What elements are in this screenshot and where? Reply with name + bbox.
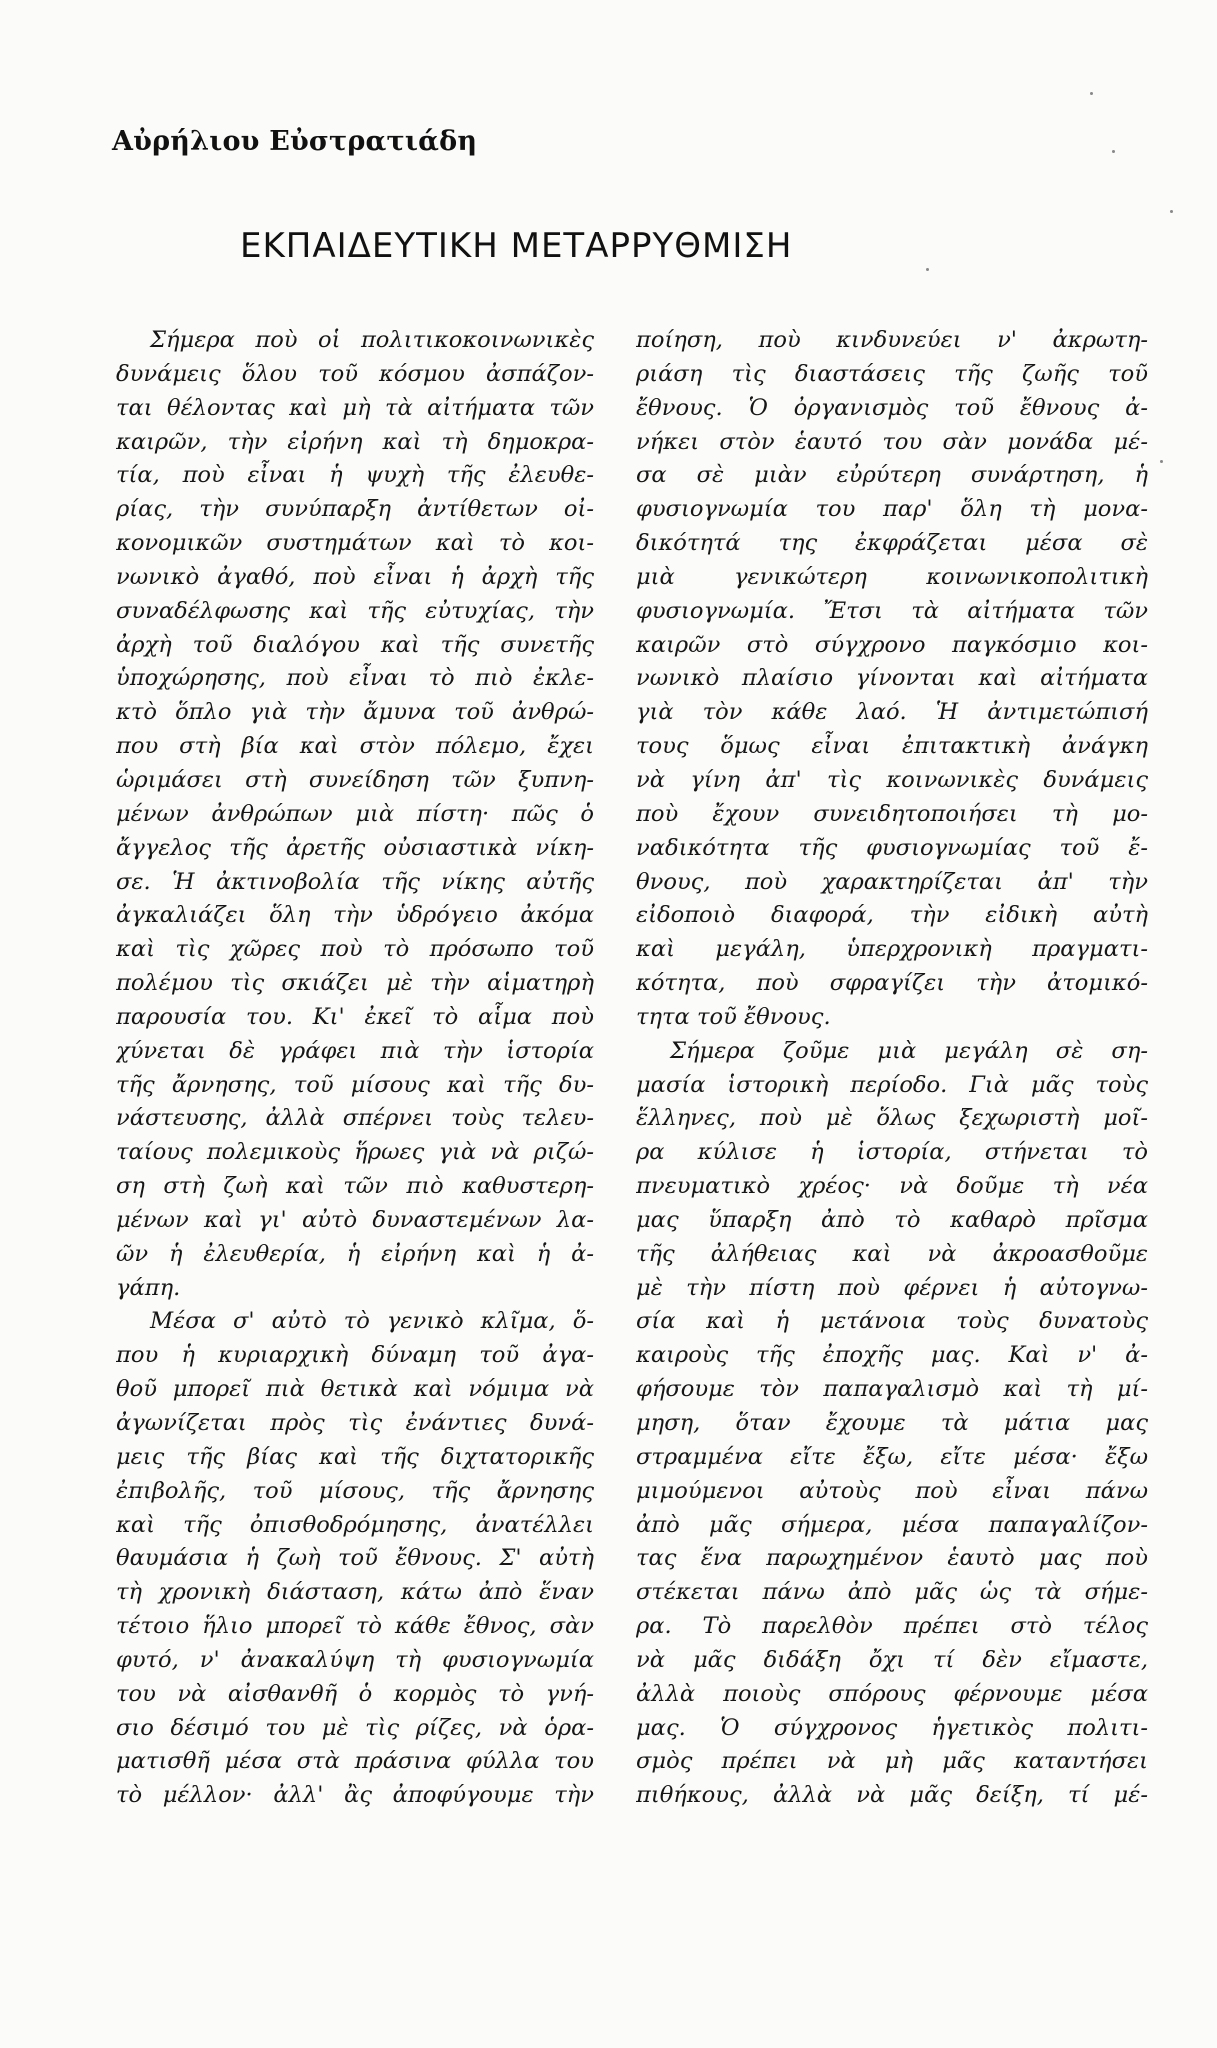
text-line: θνους, ποὺ χαρακτηρίζεται ἀπ' τὴν [636,868,1148,895]
scan-speck [1112,150,1115,153]
text-line: πνευματικὸ χρέος· νὰ δοῦμε τὴ νέα [636,1173,1148,1200]
text-line: ταίους πολεμικοὺς ἥρωες γιὰ νὰ ριζώ- [116,1139,594,1166]
text-line: νωνικὸ ἀγαθό, ποὺ εἶναι ἡ ἀρχὴ τῆς [116,563,594,590]
text-line: συναδέλφωσης καὶ τῆς εὐτυχίας, τὴν [116,597,594,624]
left-text-column [116,324,594,1813]
text-line: καιρῶν, τὴν εἰρήνη καὶ τὴ δημοκρα- [116,428,594,455]
text-line: Μέσα σ' αὐτὸ τὸ γενικὸ κλῖμα, ὅ- [150,1308,594,1335]
text-line: φήσουμε τὸν παπαγαλισμὸ καὶ τὴ μί- [636,1376,1148,1403]
text-line: μεις τῆς βίας καὶ τῆς διχτατορικῆς [116,1443,594,1470]
text-line: κονομικῶν συστημάτων καὶ τὸ κοι- [116,530,594,557]
article-title: ΕΚΠΑΙΔΕΥΤΙΚΗ ΜΕΤΑΡΡΥΘΜΙΣΗ [240,226,793,266]
text-line: τας ἕνα παρωχημένον ἑαυτὸ μας ποὺ [636,1545,1148,1572]
text-line: ἕλληνες, ποὺ μὲ ὅλως ξεχωριστὴ μοῖ- [636,1105,1148,1132]
text-line: ἀπὸ μᾶς σήμερα, μέσα παπαγαλίζον- [636,1511,1148,1538]
text-line: θαυμάσια ἡ ζωὴ τοῦ ἔθνους. Σ' αὐτὴ [116,1545,594,1572]
text-line: ἀγκαλιάζει ὅλη τὴν ὑδρόγειο ἀκόμα [116,902,594,929]
text-line: νὰ μᾶς διδάξη ὄχι τί δὲν εἴμαστε, [636,1646,1148,1673]
text-line: ἀρχὴ τοῦ διαλόγου καὶ τῆς συνετῆς [116,631,594,658]
text-line: φυτό, ν' ἀνακαλύψη τὴ φυσιογνωμία [116,1646,594,1673]
scan-speck [1160,460,1163,463]
text-line: γάπη. [116,1274,181,1301]
text-line: νάστευσης, ἀλλὰ σπέρνει τοὺς τελευ- [116,1105,594,1132]
text-line: μιμούμενοι αὐτοὺς ποὺ εἶναι πάνω [636,1477,1148,1504]
author-name: Αὐρήλιου Εὐστρατιάδη [112,126,478,157]
text-line: ἀγωνίζεται πρὸς τὶς ἐνάντιες δυνά- [116,1410,594,1436]
text-line: μας. Ὁ σύγχρονος ἡγετικὸς πολιτι- [636,1714,1148,1741]
text-line: ματισθῆ μέσα στὰ πράσινα φύλλα του [116,1748,594,1775]
text-line: τέτοιο ἥλιο μπορεῖ τὸ κάθε ἔθνος, σὰν [116,1613,594,1640]
text-line: τῆς ἀλήθειας καὶ νὰ ἀκροασθοῦμε [636,1240,1148,1267]
text-line: φυσιογνωμία. Ἔτσι τὰ αἰτήματα τῶν [636,597,1148,624]
text-line: ρα. Τὸ παρελθὸν πρέπει στὸ τέλος [636,1613,1148,1640]
text-line: φυσιογνωμία του παρ' ὅλη τὴ μονα- [636,496,1148,523]
text-line: ῶν ἡ ἐλευθερία, ἡ εἰρήνη καὶ ἡ ἀ- [116,1240,594,1267]
text-line: χύνεται δὲ γράφει πιὰ τὴν ἱστορία [116,1037,594,1064]
text-line: στραμμένα εἴτε ἔξω, εἴτε μέσα· ἔξω [636,1443,1148,1470]
text-line: καιροὺς τῆς ἐποχῆς μας. Καὶ ν' ἀ- [636,1342,1148,1369]
scan-speck [1170,210,1173,213]
text-line: σιο δέσιμό του μὲ τὶς ρίζες, νὰ ὁρα- [116,1714,594,1741]
text-line: Σήμερα ζοῦμε μιὰ μεγάλη σὲ ση- [670,1037,1148,1064]
text-line: δικότητά της ἐκφράζεται μέσα σὲ [636,530,1148,557]
text-line: μιὰ γενικώτερη κοινωνικοπολιτικὴ [636,563,1148,590]
text-line: δυνάμεις ὅλου τοῦ κόσμου ἀσπάζον- [116,360,594,387]
text-line: τητα τοῦ ἔθνους. [636,1003,831,1030]
text-line: ται θέλοντας καὶ μὴ τὰ αἰτήματα τῶν [116,394,594,421]
text-line: πολέμου τὶς σκιάζει μὲ τὴν αἱματηρὴ [116,970,594,997]
scan-speck [1090,92,1093,95]
text-line: κότητα, ποὺ σφραγίζει τὴν ἀτομικό- [636,970,1148,997]
text-line: καὶ τὶς χῶρες ποὺ τὸ πρόσωπο τοῦ [116,936,594,963]
text-line: ρα κύλισε ἡ ἱστορία, στήνεται τὸ [636,1139,1148,1166]
text-line: Σήμερα ποὺ οἱ πολιτικοκοινωνικὲς [150,327,594,353]
text-line: ναδικότητα τῆς φυσιογνωμίας τοῦ ἔ- [636,834,1148,861]
text-line: που ἡ κυριαρχικὴ δύναμη τοῦ ἀγα- [116,1342,594,1369]
text-line: καὶ μεγάλη, ὑπερχρονικὴ πραγματι- [636,936,1148,963]
text-line: εἰδοποιὸ διαφορά, τὴν εἰδικὴ αὐτὴ [636,902,1148,929]
text-line: μένων καὶ γι' αὐτὸ δυναστεμένων λα- [116,1206,594,1233]
text-line: ἔθνους. Ὁ ὀργανισμὸς τοῦ ἔθνους ἀ- [636,394,1148,421]
text-line: ποὺ ἔχουν συνειδητοποιήσει τὴ μο- [636,800,1148,827]
text-line: σα σὲ μιὰν εὐρύτερη συνάρτηση, ἡ [636,462,1148,489]
text-line: ἀλλὰ ποιοὺς σπόρους φέρνουμε μέσα [636,1680,1148,1707]
text-line: κτὸ ὅπλο γιὰ τὴν ἄμυνα τοῦ ἀνθρώ- [116,699,594,726]
text-line: ρίας, τὴν συνύπαρξη ἀντίθετων οἰ- [116,496,594,523]
text-line: τὸ μέλλον· ἀλλ' ἂς ἀποφύγουμε τὴν [116,1782,594,1809]
text-line: ὡριμάσει στὴ συνείδηση τῶν ξυπνη- [116,766,594,793]
text-line: καιρῶν στὸ σύγχρονο παγκόσμιο κοι- [636,631,1148,658]
text-line: θοῦ μπορεῖ πιὰ θετικὰ καὶ νόμιμα νὰ [116,1376,594,1403]
text-line: ριάση τὶς διαστάσεις τῆς ζωῆς τοῦ [636,360,1148,387]
text-line: ποίηση, ποὺ κινδυνεύει ν' ἀκρωτη- [636,327,1148,353]
text-line: μὲ τὴν πίστη ποὺ φέρνει ἡ αὐτογνω- [636,1274,1148,1301]
text-line: ἄγγελος τῆς ἀρετῆς οὐσιαστικὰ νίκη- [116,834,594,861]
scan-speck [926,268,929,271]
right-text-column [636,324,1148,1813]
text-line: που στὴ βία καὶ στὸν πόλεμο, ἔχει [116,733,594,760]
text-line: στέκεται πάνω ἀπὸ μᾶς ὡς τὰ σήμε- [636,1579,1148,1606]
text-line: μηση, ὅταν ἔχουμε τὰ μάτια μας [636,1410,1148,1436]
text-line: σία καὶ ἡ μετάνοια τοὺς δυνατοὺς [636,1308,1148,1335]
text-line: τους ὅμως εἶναι ἐπιτακτικὴ ἀνάγκη [636,733,1148,760]
text-line: μας ὕπαρξη ἀπὸ τὸ καθαρὸ πρῖσμα [636,1206,1148,1233]
text-line: νὰ γίνη ἀπ' τὶς κοινωνικὲς δυνάμεις [636,766,1148,793]
text-line: παρουσία του. Κι' ἐκεῖ τὸ αἷμα ποὺ [116,1003,594,1030]
text-line: του νὰ αἰσθανθῆ ὁ κορμὸς τὸ γνή- [116,1680,594,1707]
text-line: νήκει στὸν ἑαυτό του σὰν μονάδα μέ- [636,428,1148,455]
text-line: τὴ χρονικὴ διάσταση, κάτω ἀπὸ ἕναν [116,1579,594,1606]
text-line: ἐπιβολῆς, τοῦ μίσους, τῆς ἄρνησης [116,1477,594,1504]
text-line: ση στὴ ζωὴ καὶ τῶν πιὸ καθυστερη- [116,1173,594,1200]
text-line: μασία ἱστορικὴ περίοδο. Γιὰ μᾶς τοὺς [636,1071,1148,1098]
text-line: ὑποχώρησης, ποὺ εἶναι τὸ πιὸ ἐκλε- [116,665,594,692]
text-line: νωνικὸ πλαίσιο γίνονται καὶ αἰτήματα [636,665,1148,692]
text-line: σε. Ἡ ἀκτινοβολία τῆς νίκης αὐτῆς [116,868,594,895]
text-line: τία, ποὺ εἶναι ἡ ψυχὴ τῆς ἐλευθε- [116,462,594,489]
text-line: μένων ἀνθρώπων μιὰ πίστη· πῶς ὁ [116,800,594,827]
text-line: γιὰ τὸν κάθε λαό. Ἡ ἀντιμετώπισή [636,699,1148,726]
text-line: πιθήκους, ἀλλὰ νὰ μᾶς δείξη, τί μέ- [636,1782,1148,1809]
text-line: σμὸς πρέπει νὰ μὴ μᾶς καταντήσει [636,1748,1148,1775]
text-line: καὶ τῆς ὀπισθοδρόμησης, ἀνατέλλει [116,1511,594,1538]
text-line: τῆς ἄρνησης, τοῦ μίσους καὶ τῆς δυ- [116,1071,594,1098]
